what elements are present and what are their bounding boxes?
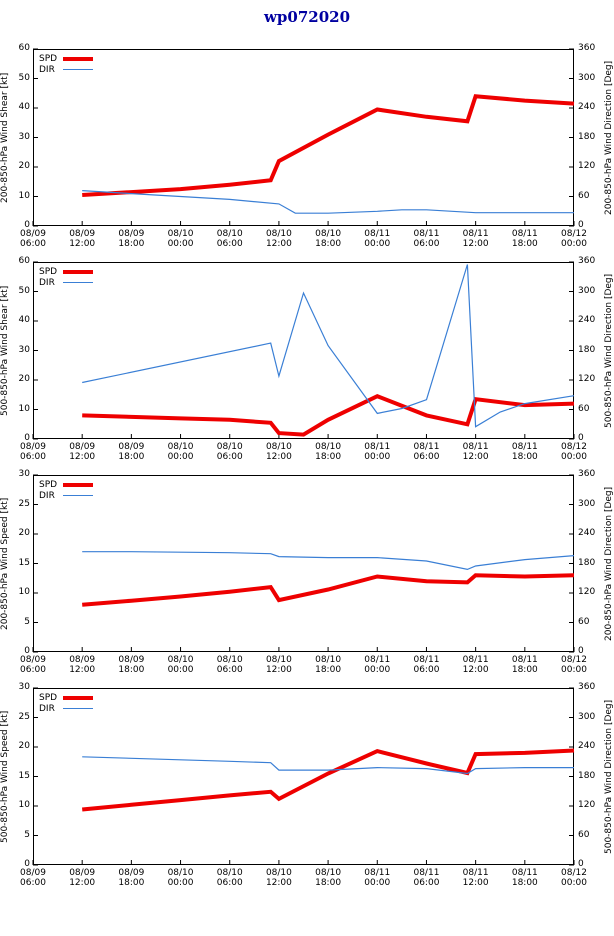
x-tick-date: 08/09 bbox=[20, 229, 46, 239]
y-tick-left: 0 bbox=[24, 433, 30, 443]
x-tick-date: 08/09 bbox=[20, 442, 46, 452]
x-tick-time: 06:00 bbox=[413, 665, 440, 675]
x-tick-date: 08/11 bbox=[413, 868, 440, 878]
x-tick-date: 08/11 bbox=[413, 442, 440, 452]
y-tick-left: 20 bbox=[18, 741, 30, 751]
y-tick-left: 30 bbox=[18, 344, 30, 355]
x-tick-date: 08/10 bbox=[265, 229, 292, 239]
x-tick-date: 08/09 bbox=[118, 868, 145, 878]
x-tick-time: 12:00 bbox=[265, 452, 292, 462]
y-axis-label-right: 200-850-hPa Wind Direction [Deg] bbox=[604, 486, 614, 641]
x-tick-time: 00:00 bbox=[364, 452, 391, 462]
x-tick-time: 18:00 bbox=[118, 452, 145, 462]
y-tick-right: 120 bbox=[578, 161, 596, 171]
x-tick-time: 06:00 bbox=[413, 452, 440, 462]
x-tick-date: 08/10 bbox=[167, 655, 194, 665]
page-title: wp072020 bbox=[263, 8, 351, 26]
y-tick-right: 0 bbox=[578, 859, 584, 869]
x-tick-date: 08/11 bbox=[462, 442, 489, 452]
x-tick-date: 08/12 bbox=[561, 655, 587, 665]
legend-label-spd: SPD bbox=[39, 479, 58, 490]
y-axis-label-left: 200-850-hPa Wind Shear [kt] bbox=[0, 72, 10, 203]
x-tick-time: 00:00 bbox=[561, 665, 587, 675]
y-tick-left: 40 bbox=[18, 315, 30, 325]
y-axis-label-left: 500-850-hPa Wind Shear [kt] bbox=[0, 285, 10, 416]
y-tick-right: 60 bbox=[578, 829, 590, 840]
x-tick-time: 12:00 bbox=[69, 878, 96, 888]
x-tick-time: 12:00 bbox=[462, 239, 489, 249]
y-axis-label-left: 200-850-hPa Wind Speed [kt] bbox=[0, 497, 10, 630]
x-tick-time: 06:00 bbox=[413, 239, 440, 249]
x-tick-date: 08/11 bbox=[364, 655, 391, 665]
x-tick-date: 08/11 bbox=[364, 442, 391, 452]
x-tick-time: 18:00 bbox=[511, 878, 538, 888]
y-tick-right: 0 bbox=[578, 433, 584, 443]
y-tick-left: 0 bbox=[24, 646, 30, 656]
x-tick-time: 00:00 bbox=[167, 665, 194, 675]
y-axis-label-left: 500-850-hPa Wind Speed [kt] bbox=[0, 710, 10, 843]
series-dir bbox=[82, 757, 574, 774]
x-tick-date: 08/11 bbox=[511, 655, 538, 665]
x-tick-date: 08/10 bbox=[265, 655, 292, 665]
x-tick-time: 12:00 bbox=[462, 452, 489, 462]
x-tick-time: 06:00 bbox=[20, 878, 46, 888]
x-tick-date: 08/10 bbox=[167, 229, 194, 239]
x-tick-date: 08/11 bbox=[511, 868, 538, 878]
y-tick-right: 300 bbox=[578, 72, 596, 83]
y-tick-left: 10 bbox=[18, 587, 30, 597]
y-tick-right: 60 bbox=[578, 616, 590, 627]
y-tick-right: 300 bbox=[578, 498, 596, 509]
y-tick-left: 20 bbox=[18, 161, 30, 171]
x-tick-time: 06:00 bbox=[216, 878, 243, 888]
y-tick-left: 10 bbox=[18, 190, 30, 201]
y-tick-left: 0 bbox=[24, 220, 30, 230]
y-tick-left: 30 bbox=[18, 131, 30, 142]
x-tick-time: 18:00 bbox=[511, 665, 538, 675]
x-tick-time: 06:00 bbox=[216, 452, 243, 462]
y-tick-right: 120 bbox=[578, 587, 596, 597]
legend-label-spd: SPD bbox=[39, 266, 58, 277]
y-tick-left: 5 bbox=[24, 829, 30, 840]
y-tick-left: 50 bbox=[18, 72, 30, 83]
y-tick-right: 360 bbox=[578, 682, 596, 692]
y-tick-right: 240 bbox=[578, 528, 596, 538]
y-tick-right: 360 bbox=[578, 469, 596, 479]
y-tick-left: 40 bbox=[18, 102, 30, 112]
x-tick-time: 06:00 bbox=[20, 665, 46, 675]
x-tick-date: 08/09 bbox=[118, 655, 145, 665]
x-tick-time: 18:00 bbox=[315, 665, 342, 675]
legend-label-dir: DIR bbox=[39, 277, 55, 288]
x-tick-date: 08/11 bbox=[462, 868, 489, 878]
y-tick-right: 240 bbox=[578, 102, 596, 112]
y-tick-left: 30 bbox=[18, 682, 30, 692]
x-tick-time: 18:00 bbox=[315, 452, 342, 462]
x-tick-time: 12:00 bbox=[69, 665, 96, 675]
x-tick-date: 08/11 bbox=[413, 655, 440, 665]
x-tick-date: 08/11 bbox=[462, 655, 489, 665]
y-tick-right: 300 bbox=[578, 711, 596, 722]
x-tick-date: 08/10 bbox=[216, 229, 243, 239]
x-tick-time: 18:00 bbox=[511, 452, 538, 462]
x-tick-date: 08/09 bbox=[20, 868, 46, 878]
y-tick-right: 120 bbox=[578, 374, 596, 384]
x-tick-date: 08/10 bbox=[216, 442, 243, 452]
x-tick-time: 00:00 bbox=[167, 452, 194, 462]
y-tick-left: 60 bbox=[18, 43, 30, 53]
x-tick-time: 12:00 bbox=[462, 878, 489, 888]
x-tick-time: 06:00 bbox=[20, 452, 46, 462]
y-tick-left: 0 bbox=[24, 859, 30, 869]
x-tick-date: 08/11 bbox=[511, 229, 538, 239]
x-tick-date: 08/11 bbox=[462, 229, 489, 239]
x-tick-time: 18:00 bbox=[118, 665, 145, 675]
x-tick-date: 08/09 bbox=[20, 655, 46, 665]
x-tick-date: 08/10 bbox=[315, 442, 342, 452]
x-tick-time: 00:00 bbox=[561, 239, 587, 249]
x-tick-date: 08/09 bbox=[118, 442, 145, 452]
x-tick-time: 12:00 bbox=[69, 452, 96, 462]
x-tick-time: 12:00 bbox=[265, 239, 292, 249]
x-tick-date: 08/10 bbox=[315, 655, 342, 665]
y-tick-left: 20 bbox=[18, 374, 30, 384]
x-tick-time: 12:00 bbox=[462, 665, 489, 675]
x-tick-time: 18:00 bbox=[315, 878, 342, 888]
y-tick-right: 360 bbox=[578, 256, 596, 266]
y-tick-right: 120 bbox=[578, 800, 596, 810]
x-tick-date: 08/10 bbox=[167, 442, 194, 452]
x-tick-time: 06:00 bbox=[216, 665, 243, 675]
x-tick-time: 12:00 bbox=[265, 878, 292, 888]
y-tick-right: 0 bbox=[578, 646, 584, 656]
y-tick-right: 180 bbox=[578, 131, 596, 142]
x-tick-date: 08/10 bbox=[315, 229, 342, 239]
x-tick-date: 08/10 bbox=[265, 868, 292, 878]
x-tick-date: 08/11 bbox=[511, 442, 538, 452]
x-tick-date: 08/09 bbox=[69, 868, 96, 878]
x-tick-time: 18:00 bbox=[511, 239, 538, 249]
legend-label-dir: DIR bbox=[39, 490, 55, 501]
y-axis-label-right: 500-850-hPa Wind Direction [Deg] bbox=[604, 699, 614, 854]
y-tick-right: 180 bbox=[578, 557, 596, 568]
y-tick-right: 60 bbox=[578, 403, 590, 414]
x-tick-date: 08/12 bbox=[561, 868, 587, 878]
x-tick-date: 08/10 bbox=[265, 442, 292, 452]
x-tick-date: 08/10 bbox=[167, 868, 194, 878]
x-tick-date: 08/12 bbox=[561, 229, 587, 239]
x-tick-time: 18:00 bbox=[118, 239, 145, 249]
y-axis-label-right: 500-850-hPa Wind Direction [Deg] bbox=[604, 273, 614, 428]
y-tick-right: 180 bbox=[578, 770, 596, 781]
x-tick-date: 08/09 bbox=[118, 229, 145, 239]
y-tick-right: 60 bbox=[578, 190, 590, 201]
y-tick-left: 30 bbox=[18, 469, 30, 479]
x-tick-time: 00:00 bbox=[364, 239, 391, 249]
legend-label-spd: SPD bbox=[39, 692, 58, 703]
y-tick-right: 240 bbox=[578, 315, 596, 325]
x-tick-date: 08/10 bbox=[216, 655, 243, 665]
x-tick-date: 08/10 bbox=[315, 868, 342, 878]
y-tick-left: 60 bbox=[18, 256, 30, 266]
legend-label-spd: SPD bbox=[39, 53, 58, 64]
x-tick-time: 06:00 bbox=[413, 878, 440, 888]
y-tick-left: 15 bbox=[18, 557, 30, 568]
y-tick-right: 240 bbox=[578, 741, 596, 751]
x-tick-time: 06:00 bbox=[216, 239, 243, 249]
x-tick-time: 00:00 bbox=[364, 878, 391, 888]
y-axis-label-right: 200-850-hPa Wind Direction [Deg] bbox=[604, 60, 614, 215]
x-tick-time: 18:00 bbox=[315, 239, 342, 249]
y-tick-left: 25 bbox=[18, 711, 30, 722]
x-tick-date: 08/09 bbox=[69, 442, 96, 452]
x-tick-date: 08/09 bbox=[69, 655, 96, 665]
legend-label-dir: DIR bbox=[39, 703, 55, 714]
x-tick-time: 00:00 bbox=[561, 452, 587, 462]
y-tick-right: 300 bbox=[578, 285, 596, 296]
y-tick-left: 50 bbox=[18, 285, 30, 296]
y-tick-left: 10 bbox=[18, 800, 30, 810]
y-tick-left: 10 bbox=[18, 403, 30, 414]
x-tick-time: 00:00 bbox=[167, 878, 194, 888]
y-tick-left: 5 bbox=[24, 616, 30, 627]
y-tick-left: 25 bbox=[18, 498, 30, 509]
x-tick-time: 12:00 bbox=[265, 665, 292, 675]
x-tick-date: 08/11 bbox=[364, 229, 391, 239]
x-tick-date: 08/12 bbox=[561, 442, 587, 452]
x-tick-time: 06:00 bbox=[20, 239, 46, 249]
x-tick-time: 12:00 bbox=[69, 239, 96, 249]
x-tick-time: 00:00 bbox=[561, 878, 587, 888]
x-tick-time: 00:00 bbox=[364, 665, 391, 675]
x-tick-date: 08/11 bbox=[364, 868, 391, 878]
y-tick-left: 15 bbox=[18, 770, 30, 781]
x-tick-date: 08/10 bbox=[216, 868, 243, 878]
y-tick-right: 0 bbox=[578, 220, 584, 230]
x-tick-time: 00:00 bbox=[167, 239, 194, 249]
x-tick-date: 08/11 bbox=[413, 229, 440, 239]
x-tick-date: 08/09 bbox=[69, 229, 96, 239]
y-tick-right: 360 bbox=[578, 43, 596, 53]
legend-label-dir: DIR bbox=[39, 64, 55, 75]
y-tick-left: 20 bbox=[18, 528, 30, 538]
y-tick-right: 180 bbox=[578, 344, 596, 355]
x-tick-time: 18:00 bbox=[118, 878, 145, 888]
